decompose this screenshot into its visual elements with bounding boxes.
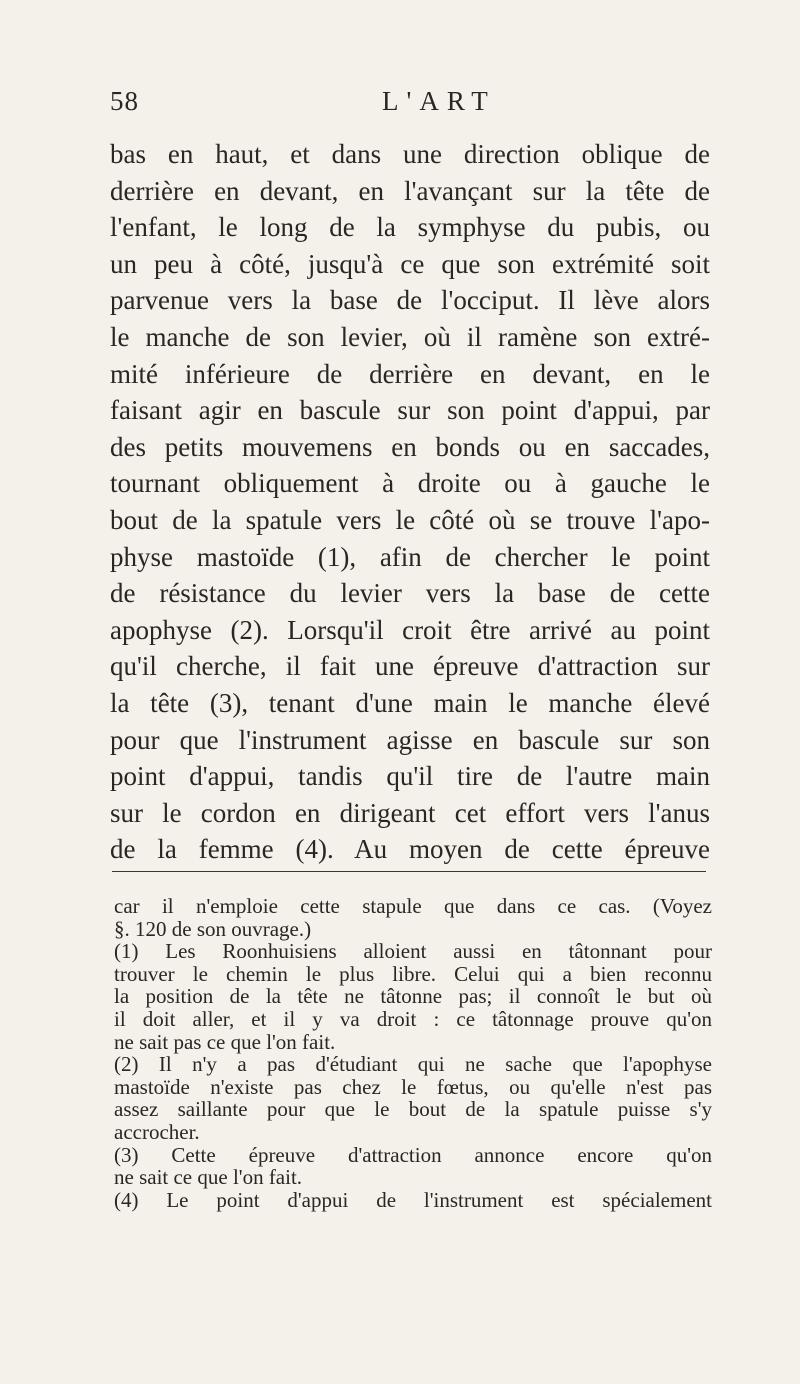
body-line: faisant agir en bascule sur son point d'appui, par bbox=[110, 395, 710, 426]
body-line: pour que l'instrument agisse en bascule sur son bbox=[110, 724, 710, 755]
footnote-line: §. 120 de son ouvrage.) bbox=[114, 916, 312, 941]
body-line: point d'appui, tandis qu'il tire de l'autre main bbox=[110, 761, 710, 792]
body-line: mité inférieure de derrière en devant, en le bbox=[110, 358, 710, 389]
running-head: L'ART bbox=[382, 86, 496, 116]
footnote-line: accrocher. bbox=[114, 1119, 200, 1144]
body-line: bas en haut, et dans une direction oblique de bbox=[110, 139, 710, 169]
body-line: qu'il cherche, il fait une épreuve d'attraction sur bbox=[110, 651, 710, 682]
body-line: tournant obliquement à droite ou à gauche le bbox=[110, 468, 710, 499]
footnote-line: (2) Il n'y a pas d'étudiant qui ne sache que l'apophyse bbox=[114, 1052, 712, 1077]
body-line: le manche de son levier, où il ramène son extré- bbox=[110, 321, 710, 352]
body-line: des petits mouvemens en bonds ou en saccades, bbox=[110, 431, 710, 462]
footnote-line: assez saillante pour que le bout de la spatule puisse s'y bbox=[114, 1097, 712, 1122]
main-text bbox=[110, 136, 710, 868]
body-line: l'enfant, le long de la symphyse du pubis, ou bbox=[110, 212, 710, 243]
footnote-line: trouver le chemin le plus libre. Celui qui a bien reconnu bbox=[114, 961, 712, 986]
footnote-line: ne sait ce que l'on fait. bbox=[114, 1165, 303, 1190]
page-header bbox=[110, 86, 710, 120]
body-line: la tête (3), tenant d'une main le manche élevé bbox=[110, 687, 710, 718]
footnote-rule bbox=[112, 871, 706, 872]
body-line: de résistance du levier vers la base de cette bbox=[110, 578, 710, 609]
body-line: un peu à côté, jusqu'à ce que son extrémité soit bbox=[110, 248, 710, 279]
body-line: apophyse (2). Lorsqu'il croit être arrivé au point bbox=[110, 614, 710, 645]
body-line: de la femme (4). Au moyen de cette épreuve bbox=[110, 834, 710, 865]
body-line: sur le cordon en dirigeant cet effort vers l'anus bbox=[110, 797, 710, 828]
footnote-line: il doit aller, et il y va droit : ce tâtonnage prouve qu'on bbox=[114, 1006, 712, 1031]
footnote-line: (4) Le point d'appui de l'instrument est spécialement bbox=[114, 1187, 712, 1212]
page-number: 58 bbox=[110, 86, 139, 116]
body-line: physe mastoïde (1), afin de chercher le point bbox=[110, 541, 710, 572]
footnote-line: (1) Les Roonhuisiens alloient aussi en tâtonnant pour bbox=[114, 939, 712, 964]
footnote-line: mastoïde n'existe pas chez le fœtus, ou qu'elle n'est pas bbox=[114, 1074, 712, 1099]
body-line: bout de la spatule vers le côté où se trouve l'apo- bbox=[110, 504, 710, 535]
body-line: derrière en devant, en l'avançant sur la tête de bbox=[110, 175, 710, 206]
footnote-line: car il n'emploie cette stapule que dans ce cas. (Voyez bbox=[114, 894, 712, 918]
body-line: parvenue vers la base de l'occiput. Il lève alors bbox=[110, 285, 710, 316]
footnote-line: (3) Cette épreuve d'attraction annonce encore qu'on bbox=[114, 1142, 712, 1167]
footnotes bbox=[114, 895, 712, 1211]
footnote-line: ne sait pas ce que l'on fait. bbox=[114, 1029, 336, 1054]
footnote-line: la position de la tête ne tâtonne pas; il connoît le but où bbox=[114, 984, 712, 1009]
